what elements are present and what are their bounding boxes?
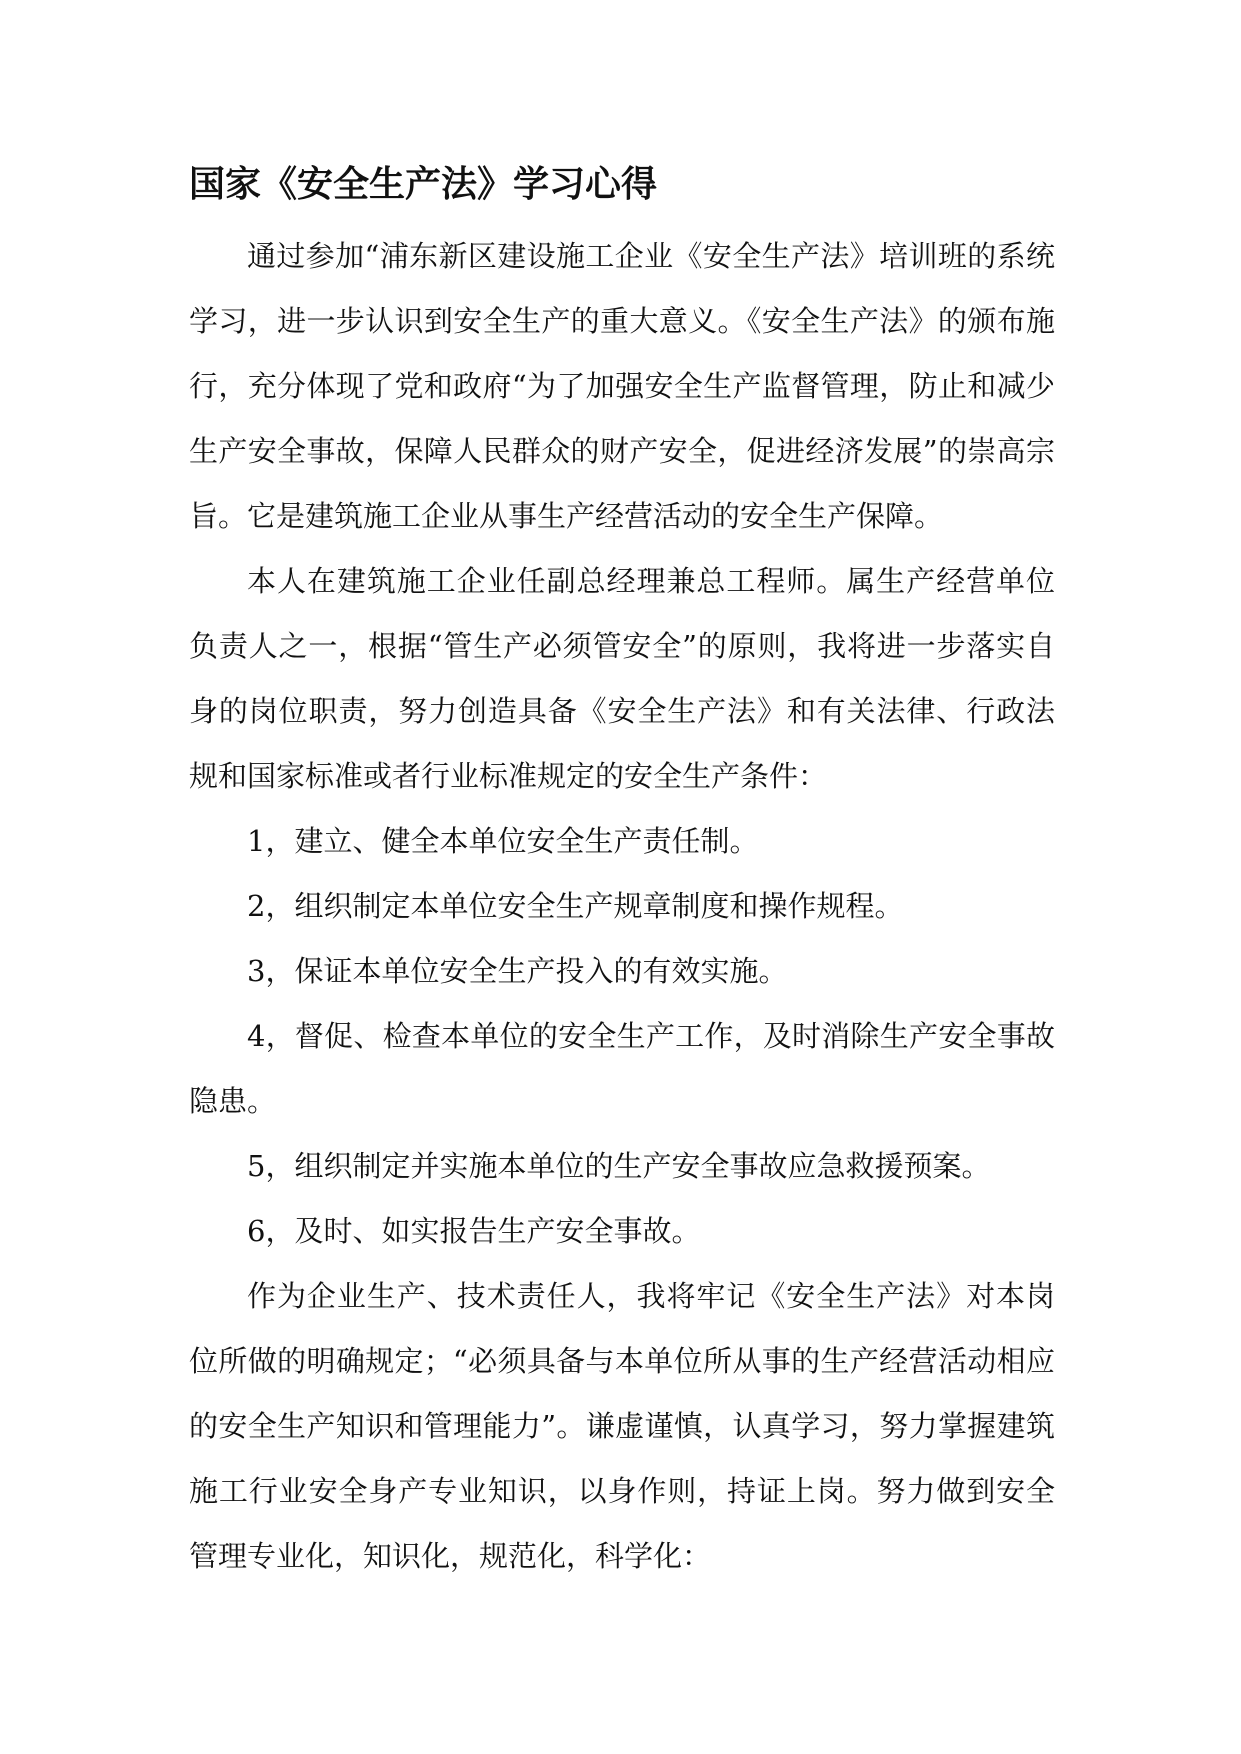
paragraph-intro: 通过参加“浦东新区建设施工企业《安全生产法》培训班的系统学习，进一步认识到安全生产的重大意义。《安全生产法》的颁布施行，充分体现了党和政府“为了加强安全生产监督管理，防止和减少生产安全事故，保障人民群众的财产安全，促进经济发展”的崇高宗旨。它是建筑施工企业从事生产经营活动的安全生产保障。 bbox=[189, 239, 1055, 533]
list-item-3: 3，保证本单位安全生产投入的有效实施。 bbox=[247, 954, 788, 988]
document-title: 国家《安全生产法》学习心得 bbox=[189, 163, 658, 205]
list-item-2: 2，组织制定本单位安全生产规章制度和操作规程。 bbox=[247, 889, 904, 923]
paragraph-commitment: 作为企业生产、技术责任人，我将牢记《安全生产法》对本岗位所做的明确规定；“必须具备与本单位所从事的生产经营活动相应的安全生产知识和管理能力”。谦虚谨慎，认真学习，努力掌握建筑施工行业安全身产专业知识，以身作则，持证上岗。努力做到安全管理专业化，知识化，规范化，科学化： bbox=[189, 1279, 1055, 1573]
list-item-1: 1，建立、健全本单位安全生产责任制。 bbox=[247, 824, 759, 858]
document-body bbox=[189, 224, 1055, 1589]
list-item-4: 4，督促、检查本单位的安全生产工作，及时消除生产安全事故隐患。 bbox=[189, 1019, 1055, 1118]
list-item-5: 5，组织制定并实施本单位的生产安全事故应急救援预案。 bbox=[247, 1149, 991, 1183]
paragraph-responsibility: 本人在建筑施工企业任副总经理兼总工程师。属生产经营单位负责人之一，根据“管生产必须管安全”的原则，我将进一步落实自身的岗位职责，努力创造具备《安全生产法》和有关法律、行政法规和国家标准或者行业标准规定的安全生产条件： bbox=[189, 564, 1055, 793]
list-item-6: 6，及时、如实报告生产安全事故。 bbox=[247, 1214, 701, 1248]
